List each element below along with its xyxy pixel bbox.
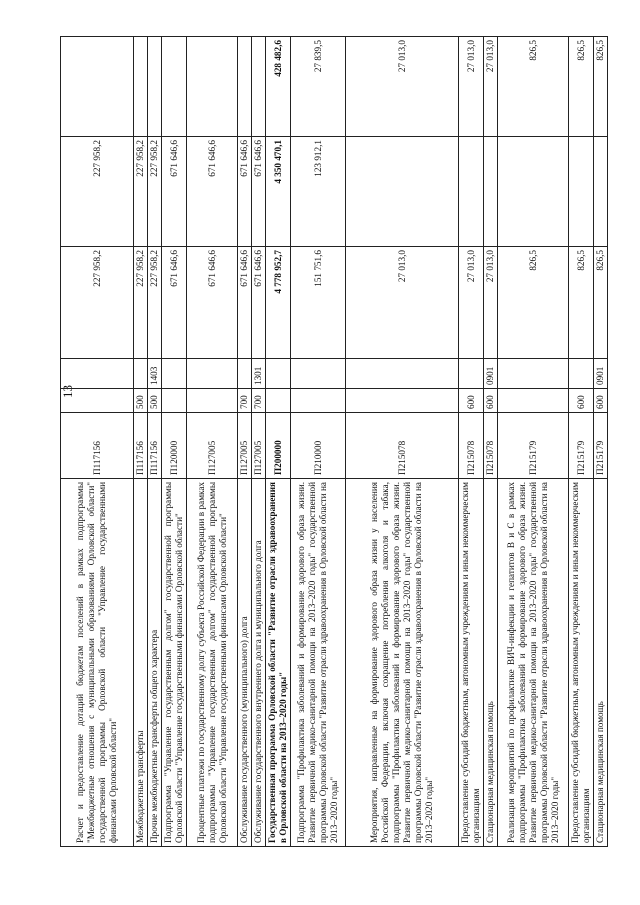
section-subsection-cell — [569, 359, 594, 389]
regional-funds-cell — [459, 137, 484, 247]
federal-funds-cell — [238, 37, 252, 137]
expense-type-cell — [498, 389, 569, 413]
total-amount-cell: 826,5 — [569, 247, 594, 359]
table-row — [346, 37, 459, 847]
expense-type-cell: 600 — [594, 389, 608, 413]
federal-funds-cell: 826,5 — [569, 37, 594, 137]
regional-funds-cell: 671 646,6 — [162, 137, 187, 247]
row-name-cell: Межбюджетные трансферты — [134, 479, 148, 847]
section-subsection-cell — [291, 359, 346, 389]
federal-funds-cell — [134, 37, 148, 137]
target-article-code-cell: П215078 — [346, 413, 459, 479]
section-subsection-cell — [61, 359, 134, 389]
table-row — [187, 37, 238, 847]
expense-type-cell: 500 — [148, 389, 162, 413]
target-article-code-cell: П215179 — [569, 413, 594, 479]
regional-funds-cell — [484, 137, 498, 247]
expense-type-cell — [291, 389, 346, 413]
total-amount-cell: 227 958,2 — [134, 247, 148, 359]
row-name-cell: Расчет и предоставление дотаций бюджетам поселений в рамках подпрограммы "Межбюджетные отношения с муниципальными образованиями Орловской области" государственной программы Орловской области "Управление государственными финансами Орловской области" — [61, 479, 134, 847]
section-subsection-cell — [134, 359, 148, 389]
regional-funds-cell: 671 646,6 — [187, 137, 238, 247]
regional-funds-cell: 4 350 470,1 — [266, 137, 291, 247]
target-article-code-cell: П117156 — [148, 413, 162, 479]
table-row — [291, 37, 346, 847]
total-amount-cell: 671 646,6 — [252, 247, 266, 359]
table-row — [148, 37, 162, 847]
federal-funds-cell: 27 013,0 — [346, 37, 459, 137]
section-subsection-cell — [238, 359, 252, 389]
total-amount-cell: 671 646,6 — [162, 247, 187, 359]
total-amount-cell: 151 751,6 — [291, 247, 346, 359]
target-article-code-cell: П215078 — [484, 413, 498, 479]
budget-table-body — [61, 37, 608, 847]
target-article-code-cell: П117156 — [134, 413, 148, 479]
target-article-code-cell: П215078 — [459, 413, 484, 479]
regional-funds-cell: 227 958,2 — [148, 137, 162, 247]
row-name-cell: Предоставление субсидий бюджетным, автономным учреждениям и иным некоммерческим организациям — [569, 479, 594, 847]
section-subsection-cell — [346, 359, 459, 389]
federal-funds-cell — [187, 37, 238, 137]
row-name-cell: Процентные платежи по государственному долгу субъекта Российской Федерации в рамках подпрограммы "Управление государственным долгом" государственной программы Орловской области "Управление государственными финансами Орловской области" — [187, 479, 238, 847]
row-name-cell: Стационарная медицинская помощь — [594, 479, 608, 847]
total-amount-cell: 671 646,6 — [187, 247, 238, 359]
section-subsection-cell — [459, 359, 484, 389]
total-amount-cell: 27 013,0 — [459, 247, 484, 359]
row-name-cell: Обслуживание государственного (муниципального) долга — [238, 479, 252, 847]
table-row — [498, 37, 569, 847]
table-row — [134, 37, 148, 847]
regional-funds-cell: 123 912,1 — [291, 137, 346, 247]
federal-funds-cell: 826,5 — [594, 37, 608, 137]
table-row — [459, 37, 484, 847]
section-subsection-cell: 1403 — [148, 359, 162, 389]
expense-type-cell: 600 — [484, 389, 498, 413]
table-row — [162, 37, 187, 847]
total-amount-cell: 671 646,6 — [238, 247, 252, 359]
federal-funds-cell — [61, 37, 134, 137]
regional-funds-cell: 671 646,6 — [252, 137, 266, 247]
total-amount-cell: 227 958,2 — [61, 247, 134, 359]
row-name-cell: Подпрограмма "Профилактика заболеваний и формирование здорового образа жизни. Развитие первичной медико-санитарной помощи на 2013–2020 годы" государственной программы Орловской области "Развитие отрасли здравоохранения в Орловской области на 2013–2020 годы" — [291, 479, 346, 847]
regional-funds-cell — [346, 137, 459, 247]
target-article-code-cell: П120000 — [162, 413, 187, 479]
row-name-cell: Подпрограмма "Управление государственным долгом" государственной программы Орловской области "Управление государственными финансами Орловской области" — [162, 479, 187, 847]
expense-type-cell — [346, 389, 459, 413]
page-number: 13 — [60, 385, 75, 398]
target-article-code-cell: П117156 — [61, 413, 134, 479]
row-name-cell: Прочие межбюджетные трансферты общего характера — [148, 479, 162, 847]
regional-funds-cell — [498, 137, 569, 247]
target-article-code-cell: П127005 — [187, 413, 238, 479]
table-row — [61, 37, 134, 847]
rotated-page-content — [60, 37, 605, 847]
total-amount-cell: 227 958,2 — [148, 247, 162, 359]
total-amount-cell: 27 013,0 — [346, 247, 459, 359]
table-row — [569, 37, 594, 847]
expense-type-cell — [162, 389, 187, 413]
section-subsection-cell — [266, 359, 291, 389]
table-row — [252, 37, 266, 847]
expense-type-cell: 600 — [459, 389, 484, 413]
row-name-cell: Стационарная медицинская помощь — [484, 479, 498, 847]
target-article-code-cell: П127005 — [252, 413, 266, 479]
federal-funds-cell — [162, 37, 187, 137]
regional-funds-cell — [594, 137, 608, 247]
total-amount-cell: 27 013,0 — [484, 247, 498, 359]
section-subsection-cell — [498, 359, 569, 389]
row-name-cell: Предоставление субсидий бюджетным, автономным учреждениям и иным некоммерческим организациям — [459, 479, 484, 847]
federal-funds-cell — [148, 37, 162, 137]
federal-funds-cell: 27 839,5 — [291, 37, 346, 137]
row-name-cell: Реализация мероприятий по профилактике ВИЧ-инфекции и гепатитов B и C в рамках подпрограммы "Профилактика заболеваний и формирование здорового образа жизни. Развитие первичной медико-санитарной помощи на 2013–2020 годы" государственной программы Орловской области "Развитие отрасли здравоохранения в Орловской области на 2013–2020 годы" — [498, 479, 569, 847]
row-name-cell: Государственная программа Орловской области "Развитие отрасли здравоохранения в Орловской области на 2013–2020 годы" — [266, 479, 291, 847]
target-article-code-cell: П210000 — [291, 413, 346, 479]
table-row — [484, 37, 498, 847]
federal-funds-cell: 826,5 — [498, 37, 569, 137]
total-amount-cell: 4 778 952,7 — [266, 247, 291, 359]
row-name-cell: Обслуживание государственного внутреннего долга и муниципального долга — [252, 479, 266, 847]
federal-funds-cell: 428 482,6 — [266, 37, 291, 137]
expense-type-cell: 600 — [569, 389, 594, 413]
expense-type-cell: 700 — [238, 389, 252, 413]
budget-table — [60, 36, 608, 847]
expense-type-cell — [61, 389, 134, 413]
target-article-code-cell: П215179 — [498, 413, 569, 479]
total-amount-cell: 826,5 — [594, 247, 608, 359]
expense-type-cell — [266, 389, 291, 413]
section-subsection-cell — [162, 359, 187, 389]
table-row — [238, 37, 252, 847]
total-amount-cell: 826,5 — [498, 247, 569, 359]
target-article-code-cell: П215179 — [594, 413, 608, 479]
expense-type-cell — [187, 389, 238, 413]
regional-funds-cell — [569, 137, 594, 247]
federal-funds-cell — [252, 37, 266, 137]
section-subsection-cell: 1301 — [252, 359, 266, 389]
table-row — [594, 37, 608, 847]
federal-funds-cell: 27 013,0 — [484, 37, 498, 137]
target-article-code-cell: П200000 — [266, 413, 291, 479]
regional-funds-cell: 227 958,2 — [134, 137, 148, 247]
target-article-code-cell: П127005 — [238, 413, 252, 479]
table-row — [266, 37, 291, 847]
regional-funds-cell: 227 958,2 — [61, 137, 134, 247]
section-subsection-cell: 0901 — [594, 359, 608, 389]
expense-type-cell: 500 — [134, 389, 148, 413]
federal-funds-cell: 27 013,0 — [459, 37, 484, 137]
section-subsection-cell — [187, 359, 238, 389]
section-subsection-cell: 0901 — [484, 359, 498, 389]
expense-type-cell: 700 — [252, 389, 266, 413]
row-name-cell: Мероприятия, направленные на формирование здорового образа жизни у населения Российской Федерации, включая сокращение потребления алкоголя и табака, подпрограммы "Профилактика заболеваний и формирование здорового образа жизни. Развитие первичной медико-санитарной помощи на 2013–2020 годы" государственной программы Орловской области "Развитие отрасли здравоохранения в Орловской области на 2013–2020 годы" — [346, 479, 459, 847]
regional-funds-cell: 671 646,6 — [238, 137, 252, 247]
